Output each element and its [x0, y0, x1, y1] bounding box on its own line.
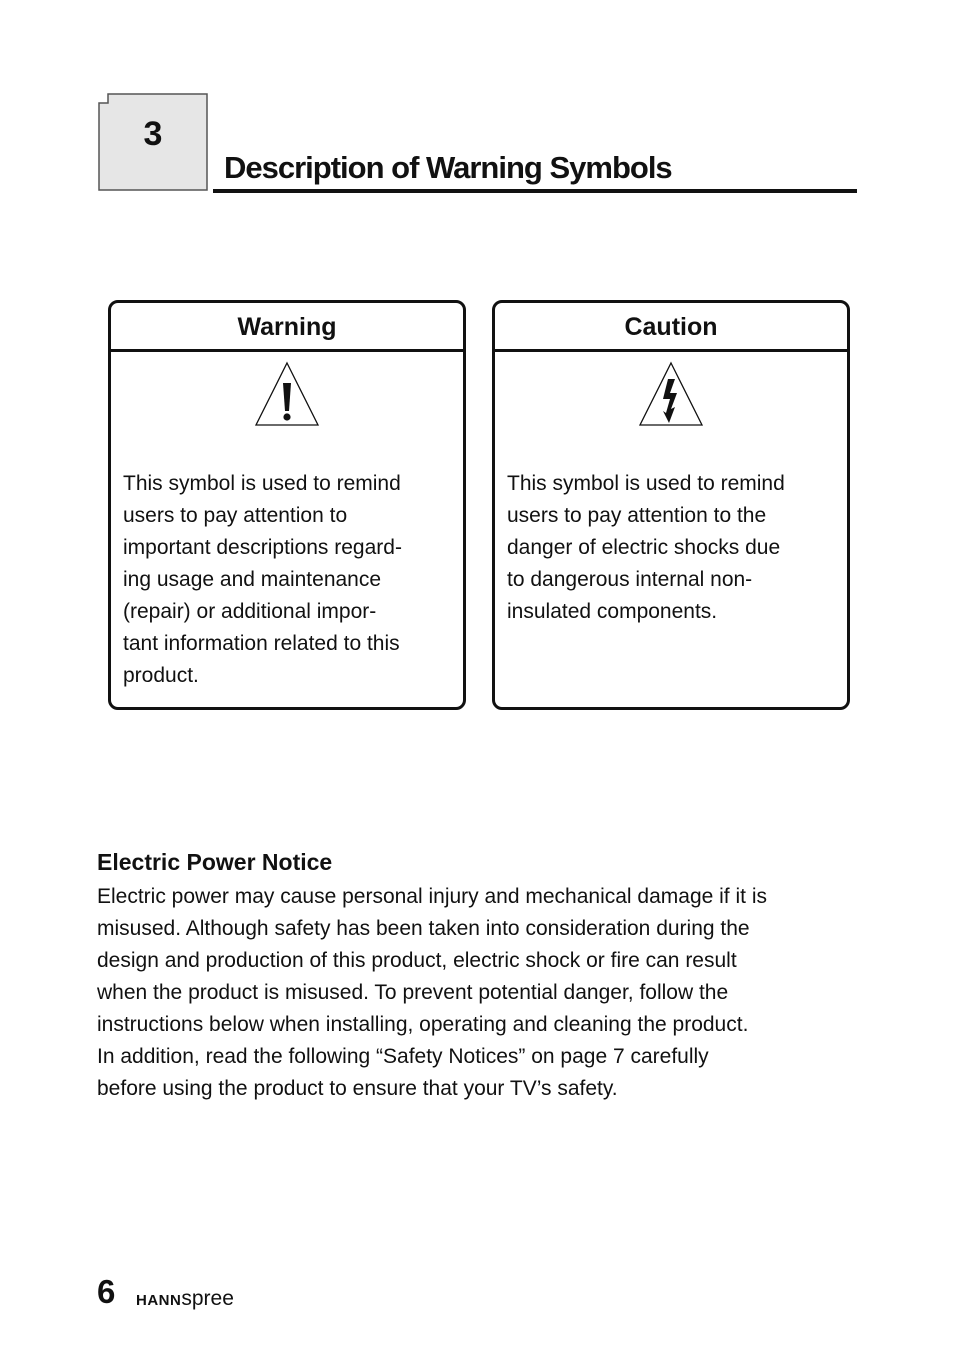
page-title: Description of Warning Symbols: [224, 150, 672, 185]
notice-heading: Electric Power Notice: [97, 849, 333, 875]
page-number: 6: [97, 1273, 116, 1310]
warning-heading: Warning: [111, 303, 463, 352]
exclamation-triangle-icon: [111, 361, 463, 432]
caution-heading: Caution: [495, 303, 847, 352]
chapter-tab: [98, 93, 208, 191]
lightning-triangle-icon: [495, 361, 847, 432]
brand-logo-light: spree: [181, 1287, 234, 1310]
notice-body: Electric power may cause personal injury and mechanical damage if it is misused. Although safety has been taken into consideration during the design and production of this product, electric shock or fire can result when the product is misused. To prevent potential danger, follow the instructions below when installing, operating and cleaning the product. In addition, read the following “Safety Notices” on page 7 carefully before using the product to ensure that your TV’s safety.: [97, 885, 767, 1100]
brand-logo: [136, 1287, 234, 1311]
chapter-number: 3: [143, 115, 163, 153]
caution-box: [492, 300, 850, 710]
warning-description: This symbol is used to remind users to pay attention to important descriptions regard- ing usage and maintenance (repair) or additional impor- tant information related to this product.: [123, 472, 402, 687]
title-underline: [213, 189, 857, 193]
caution-description: This symbol is used to remind users to pay attention to the danger of electric shocks due to dangerous internal non- insulated components.: [507, 472, 785, 623]
warning-box: [108, 300, 466, 710]
brand-logo-bold: HANN: [136, 1292, 182, 1309]
